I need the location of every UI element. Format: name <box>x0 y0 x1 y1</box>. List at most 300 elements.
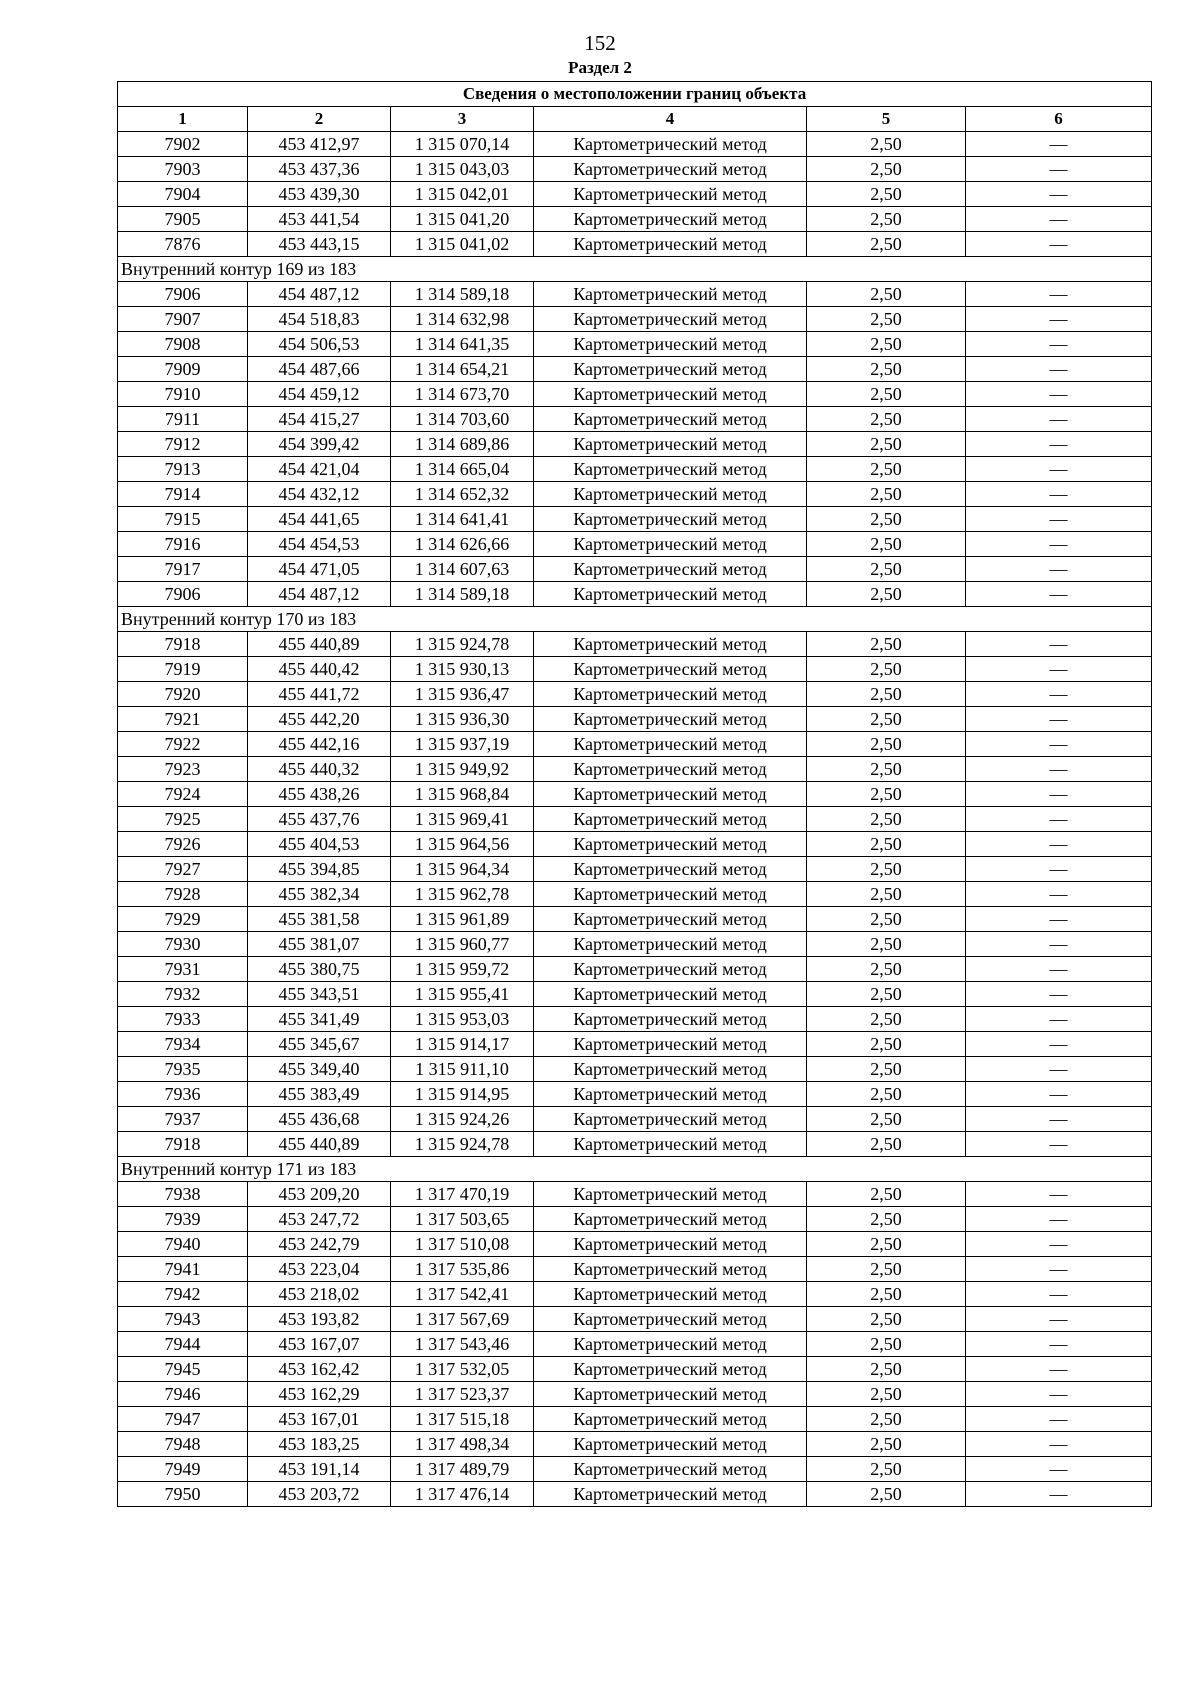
x-coordinate-cell: 454 432,12 <box>248 482 391 507</box>
accuracy-cell: 2,50 <box>807 832 966 857</box>
x-coordinate-cell: 453 162,42 <box>248 1357 391 1382</box>
y-coordinate-cell: 1 315 914,95 <box>391 1082 534 1107</box>
y-coordinate-cell: 1 317 489,79 <box>391 1457 534 1482</box>
description-cell: — <box>966 432 1152 457</box>
description-cell: — <box>966 657 1152 682</box>
description-cell: — <box>966 507 1152 532</box>
point-number-cell: 7876 <box>118 232 248 257</box>
method-cell: Картометрический метод <box>534 832 807 857</box>
accuracy-cell: 2,50 <box>807 982 966 1007</box>
description-cell: — <box>966 1257 1152 1282</box>
point-number-cell: 7915 <box>118 507 248 532</box>
point-number-cell: 7945 <box>118 1357 248 1382</box>
x-coordinate-cell: 453 183,25 <box>248 1432 391 1457</box>
method-cell: Картометрический метод <box>534 482 807 507</box>
y-coordinate-cell: 1 315 969,41 <box>391 807 534 832</box>
method-cell: Картометрический метод <box>534 1382 807 1407</box>
x-coordinate-cell: 454 487,12 <box>248 282 391 307</box>
point-number-cell: 7917 <box>118 557 248 582</box>
point-number-cell: 7923 <box>118 757 248 782</box>
y-coordinate-cell: 1 315 924,78 <box>391 632 534 657</box>
point-number-cell: 7914 <box>118 482 248 507</box>
table-row <box>118 1357 1152 1382</box>
y-coordinate-cell: 1 315 937,19 <box>391 732 534 757</box>
point-number-cell: 7918 <box>118 632 248 657</box>
x-coordinate-cell: 453 162,29 <box>248 1382 391 1407</box>
method-cell: Картометрический метод <box>534 1107 807 1132</box>
y-coordinate-cell: 1 315 041,02 <box>391 232 534 257</box>
y-coordinate-cell: 1 317 498,34 <box>391 1432 534 1457</box>
method-cell: Картометрический метод <box>534 1482 807 1507</box>
table-row <box>118 1482 1152 1507</box>
x-coordinate-cell: 455 437,76 <box>248 807 391 832</box>
accuracy-cell: 2,50 <box>807 932 966 957</box>
accuracy-cell: 2,50 <box>807 1282 966 1307</box>
table-row <box>118 232 1152 257</box>
table-row <box>118 1007 1152 1032</box>
y-coordinate-cell: 1 317 515,18 <box>391 1407 534 1432</box>
y-coordinate-cell: 1 317 523,37 <box>391 1382 534 1407</box>
x-coordinate-cell: 454 421,04 <box>248 457 391 482</box>
description-cell: — <box>966 157 1152 182</box>
method-cell: Картометрический метод <box>534 282 807 307</box>
method-cell: Картометрический метод <box>534 807 807 832</box>
description-cell: — <box>966 982 1152 1007</box>
accuracy-cell: 2,50 <box>807 857 966 882</box>
accuracy-cell: 2,50 <box>807 1432 966 1457</box>
point-number-cell: 7950 <box>118 1482 248 1507</box>
table-header-row <box>118 107 1152 132</box>
method-cell: Картометрический метод <box>534 1007 807 1032</box>
y-coordinate-cell: 1 315 041,20 <box>391 207 534 232</box>
x-coordinate-cell: 455 440,32 <box>248 757 391 782</box>
method-cell: Картометрический метод <box>534 1457 807 1482</box>
method-cell: Картометрический метод <box>534 582 807 607</box>
x-coordinate-cell: 453 223,04 <box>248 1257 391 1282</box>
y-coordinate-cell: 1 315 949,92 <box>391 757 534 782</box>
accuracy-cell: 2,50 <box>807 1332 966 1357</box>
y-coordinate-cell: 1 314 654,21 <box>391 357 534 382</box>
y-coordinate-cell: 1 315 959,72 <box>391 957 534 982</box>
accuracy-cell: 2,50 <box>807 1007 966 1032</box>
table-caption: Сведения о местоположении границ объекта <box>118 82 1152 107</box>
x-coordinate-cell: 455 438,26 <box>248 782 391 807</box>
table-row <box>118 282 1152 307</box>
accuracy-cell: 2,50 <box>807 1307 966 1332</box>
y-coordinate-cell: 1 315 043,03 <box>391 157 534 182</box>
y-coordinate-cell: 1 315 962,78 <box>391 882 534 907</box>
accuracy-cell: 2,50 <box>807 1482 966 1507</box>
x-coordinate-cell: 453 191,14 <box>248 1457 391 1482</box>
method-cell: Картометрический метод <box>534 1232 807 1257</box>
description-cell: — <box>966 282 1152 307</box>
description-cell: — <box>966 1457 1152 1482</box>
accuracy-cell: 2,50 <box>807 307 966 332</box>
description-cell: — <box>966 357 1152 382</box>
description-cell: — <box>966 782 1152 807</box>
description-cell: — <box>966 382 1152 407</box>
x-coordinate-cell: 454 459,12 <box>248 382 391 407</box>
y-coordinate-cell: 1 314 673,70 <box>391 382 534 407</box>
method-cell: Картометрический метод <box>534 457 807 482</box>
contour-row <box>118 607 1152 632</box>
table-row <box>118 482 1152 507</box>
y-coordinate-cell: 1 315 936,47 <box>391 682 534 707</box>
description-cell: — <box>966 857 1152 882</box>
description-cell: — <box>966 882 1152 907</box>
table-row <box>118 1432 1152 1457</box>
point-number-cell: 7925 <box>118 807 248 832</box>
accuracy-cell: 2,50 <box>807 1107 966 1132</box>
accuracy-cell: 2,50 <box>807 657 966 682</box>
method-cell: Картометрический метод <box>534 532 807 557</box>
point-number-cell: 7943 <box>118 1307 248 1332</box>
point-number-cell: 7916 <box>118 532 248 557</box>
x-coordinate-cell: 453 203,72 <box>248 1482 391 1507</box>
accuracy-cell: 2,50 <box>807 1407 966 1432</box>
method-cell: Картометрический метод <box>534 557 807 582</box>
table-row <box>118 432 1152 457</box>
method-cell: Картометрический метод <box>534 707 807 732</box>
accuracy-cell: 2,50 <box>807 707 966 732</box>
y-coordinate-cell: 1 317 503,65 <box>391 1207 534 1232</box>
y-coordinate-cell: 1 314 589,18 <box>391 282 534 307</box>
table-row <box>118 1282 1152 1307</box>
description-cell: — <box>966 1307 1152 1332</box>
method-cell: Картометрический метод <box>534 232 807 257</box>
method-cell: Картометрический метод <box>534 1032 807 1057</box>
description-cell: — <box>966 1107 1152 1132</box>
point-number-cell: 7920 <box>118 682 248 707</box>
point-number-cell: 7918 <box>118 1132 248 1157</box>
description-cell: — <box>966 207 1152 232</box>
y-coordinate-cell: 1 314 665,04 <box>391 457 534 482</box>
method-cell: Картометрический метод <box>534 1357 807 1382</box>
table-row <box>118 1082 1152 1107</box>
table-row <box>118 907 1152 932</box>
y-coordinate-cell: 1 314 641,35 <box>391 332 534 357</box>
y-coordinate-cell: 1 315 960,77 <box>391 932 534 957</box>
x-coordinate-cell: 454 487,12 <box>248 582 391 607</box>
x-coordinate-cell: 455 436,68 <box>248 1107 391 1132</box>
accuracy-cell: 2,50 <box>807 732 966 757</box>
y-coordinate-cell: 1 315 961,89 <box>391 907 534 932</box>
y-coordinate-cell: 1 315 070,14 <box>391 132 534 157</box>
y-coordinate-cell: 1 315 924,26 <box>391 1107 534 1132</box>
description-cell: — <box>966 1332 1152 1357</box>
table-row <box>118 1307 1152 1332</box>
method-cell: Картометрический метод <box>534 732 807 757</box>
accuracy-cell: 2,50 <box>807 682 966 707</box>
x-coordinate-cell: 455 341,49 <box>248 1007 391 1032</box>
column-header: 6 <box>966 107 1152 132</box>
description-cell: — <box>966 1132 1152 1157</box>
description-cell: — <box>966 557 1152 582</box>
column-header: 1 <box>118 107 248 132</box>
description-cell: — <box>966 132 1152 157</box>
method-cell: Картометрический метод <box>534 957 807 982</box>
description-cell: — <box>966 1232 1152 1257</box>
y-coordinate-cell: 1 314 632,98 <box>391 307 534 332</box>
table-row <box>118 1332 1152 1357</box>
method-cell: Картометрический метод <box>534 407 807 432</box>
point-number-cell: 7936 <box>118 1082 248 1107</box>
table-row <box>118 582 1152 607</box>
accuracy-cell: 2,50 <box>807 1082 966 1107</box>
x-coordinate-cell: 453 167,07 <box>248 1332 391 1357</box>
accuracy-cell: 2,50 <box>807 1057 966 1082</box>
accuracy-cell: 2,50 <box>807 957 966 982</box>
accuracy-cell: 2,50 <box>807 782 966 807</box>
table-row <box>118 507 1152 532</box>
table-row <box>118 457 1152 482</box>
accuracy-cell: 2,50 <box>807 807 966 832</box>
point-number-cell: 7926 <box>118 832 248 857</box>
x-coordinate-cell: 455 381,58 <box>248 907 391 932</box>
point-number-cell: 7908 <box>118 332 248 357</box>
table-row <box>118 132 1152 157</box>
point-number-cell: 7930 <box>118 932 248 957</box>
point-number-cell: 7948 <box>118 1432 248 1457</box>
point-number-cell: 7940 <box>118 1232 248 1257</box>
description-cell: — <box>966 732 1152 757</box>
x-coordinate-cell: 455 383,49 <box>248 1082 391 1107</box>
table-row <box>118 407 1152 432</box>
y-coordinate-cell: 1 315 930,13 <box>391 657 534 682</box>
x-coordinate-cell: 453 209,20 <box>248 1182 391 1207</box>
table-row <box>118 307 1152 332</box>
point-number-cell: 7910 <box>118 382 248 407</box>
y-coordinate-cell: 1 315 955,41 <box>391 982 534 1007</box>
table-row <box>118 1382 1152 1407</box>
method-cell: Картометрический метод <box>534 1207 807 1232</box>
point-number-cell: 7913 <box>118 457 248 482</box>
point-number-cell: 7932 <box>118 982 248 1007</box>
method-cell: Картометрический метод <box>534 1082 807 1107</box>
description-cell: — <box>966 1057 1152 1082</box>
y-coordinate-cell: 1 317 470,19 <box>391 1182 534 1207</box>
accuracy-cell: 2,50 <box>807 557 966 582</box>
description-cell: — <box>966 307 1152 332</box>
x-coordinate-cell: 455 394,85 <box>248 857 391 882</box>
point-number-cell: 7906 <box>118 582 248 607</box>
y-coordinate-cell: 1 317 532,05 <box>391 1357 534 1382</box>
point-number-cell: 7941 <box>118 1257 248 1282</box>
x-coordinate-cell: 455 440,42 <box>248 657 391 682</box>
accuracy-cell: 2,50 <box>807 332 966 357</box>
y-coordinate-cell: 1 314 689,86 <box>391 432 534 457</box>
y-coordinate-cell: 1 315 953,03 <box>391 1007 534 1032</box>
x-coordinate-cell: 453 443,15 <box>248 232 391 257</box>
method-cell: Картометрический метод <box>534 1257 807 1282</box>
method-cell: Картометрический метод <box>534 1432 807 1457</box>
description-cell: — <box>966 1032 1152 1057</box>
table-row <box>118 532 1152 557</box>
table-row <box>118 1057 1152 1082</box>
y-coordinate-cell: 1 314 626,66 <box>391 532 534 557</box>
table-caption-row <box>118 82 1152 107</box>
x-coordinate-cell: 453 193,82 <box>248 1307 391 1332</box>
table-row <box>118 1457 1152 1482</box>
table-row <box>118 957 1152 982</box>
y-coordinate-cell: 1 317 535,86 <box>391 1257 534 1282</box>
x-coordinate-cell: 454 399,42 <box>248 432 391 457</box>
contour-row <box>118 257 1152 282</box>
x-coordinate-cell: 454 487,66 <box>248 357 391 382</box>
table-row <box>118 832 1152 857</box>
x-coordinate-cell: 455 343,51 <box>248 982 391 1007</box>
point-number-cell: 7907 <box>118 307 248 332</box>
method-cell: Картометрический метод <box>534 1132 807 1157</box>
point-number-cell: 7904 <box>118 182 248 207</box>
y-coordinate-cell: 1 314 607,63 <box>391 557 534 582</box>
x-coordinate-cell: 454 471,05 <box>248 557 391 582</box>
table-row <box>118 157 1152 182</box>
description-cell: — <box>966 682 1152 707</box>
accuracy-cell: 2,50 <box>807 757 966 782</box>
accuracy-cell: 2,50 <box>807 1257 966 1282</box>
x-coordinate-cell: 453 167,01 <box>248 1407 391 1432</box>
description-cell: — <box>966 632 1152 657</box>
x-coordinate-cell: 453 242,79 <box>248 1232 391 1257</box>
description-cell: — <box>966 1082 1152 1107</box>
point-number-cell: 7911 <box>118 407 248 432</box>
y-coordinate-cell: 1 317 542,41 <box>391 1282 534 1307</box>
description-cell: — <box>966 932 1152 957</box>
table-row <box>118 1207 1152 1232</box>
x-coordinate-cell: 455 441,72 <box>248 682 391 707</box>
y-coordinate-cell: 1 315 968,84 <box>391 782 534 807</box>
y-coordinate-cell: 1 314 652,32 <box>391 482 534 507</box>
table-row <box>118 982 1152 1007</box>
description-cell: — <box>966 1007 1152 1032</box>
y-coordinate-cell: 1 315 042,01 <box>391 182 534 207</box>
x-coordinate-cell: 455 404,53 <box>248 832 391 857</box>
point-number-cell: 7947 <box>118 1407 248 1432</box>
description-cell: — <box>966 707 1152 732</box>
x-coordinate-cell: 455 442,20 <box>248 707 391 732</box>
contour-label: Внутренний контур 169 из 183 <box>118 257 1152 282</box>
point-number-cell: 7938 <box>118 1182 248 1207</box>
method-cell: Картометрический метод <box>534 682 807 707</box>
y-coordinate-cell: 1 315 964,34 <box>391 857 534 882</box>
point-number-cell: 7935 <box>118 1057 248 1082</box>
table-row <box>118 1107 1152 1132</box>
table-row <box>118 657 1152 682</box>
contour-label: Внутренний контур 171 из 183 <box>118 1157 1152 1182</box>
description-cell: — <box>966 1407 1152 1432</box>
table-body <box>118 82 1152 1507</box>
method-cell: Картометрический метод <box>534 382 807 407</box>
point-number-cell: 7933 <box>118 1007 248 1032</box>
point-number-cell: 7949 <box>118 1457 248 1482</box>
method-cell: Картометрический метод <box>534 1282 807 1307</box>
description-cell: — <box>966 1282 1152 1307</box>
table-row <box>118 857 1152 882</box>
point-number-cell: 7929 <box>118 907 248 932</box>
accuracy-cell: 2,50 <box>807 632 966 657</box>
description-cell: — <box>966 757 1152 782</box>
point-number-cell: 7921 <box>118 707 248 732</box>
table-row <box>118 882 1152 907</box>
accuracy-cell: 2,50 <box>807 482 966 507</box>
point-number-cell: 7937 <box>118 1107 248 1132</box>
point-number-cell: 7927 <box>118 857 248 882</box>
method-cell: Картометрический метод <box>534 1407 807 1432</box>
accuracy-cell: 2,50 <box>807 457 966 482</box>
y-coordinate-cell: 1 315 911,10 <box>391 1057 534 1082</box>
x-coordinate-cell: 455 382,34 <box>248 882 391 907</box>
table-row <box>118 682 1152 707</box>
description-cell: — <box>966 457 1152 482</box>
table-row <box>118 182 1152 207</box>
description-cell: — <box>966 582 1152 607</box>
method-cell: Картометрический метод <box>534 132 807 157</box>
method-cell: Картометрический метод <box>534 332 807 357</box>
x-coordinate-cell: 453 218,02 <box>248 1282 391 1307</box>
x-coordinate-cell: 454 506,53 <box>248 332 391 357</box>
method-cell: Картометрический метод <box>534 307 807 332</box>
description-cell: — <box>966 232 1152 257</box>
page-number: 152 <box>584 31 616 55</box>
description-cell: — <box>966 332 1152 357</box>
table-row <box>118 357 1152 382</box>
x-coordinate-cell: 455 380,75 <box>248 957 391 982</box>
accuracy-cell: 2,50 <box>807 1232 966 1257</box>
column-header: 3 <box>391 107 534 132</box>
table-row <box>118 1407 1152 1432</box>
table-row <box>118 707 1152 732</box>
method-cell: Картометрический метод <box>534 1307 807 1332</box>
method-cell: Картометрический метод <box>534 657 807 682</box>
x-coordinate-cell: 453 412,97 <box>248 132 391 157</box>
x-coordinate-cell: 454 415,27 <box>248 407 391 432</box>
description-cell: — <box>966 807 1152 832</box>
table-row <box>118 557 1152 582</box>
method-cell: Картометрический метод <box>534 982 807 1007</box>
accuracy-cell: 2,50 <box>807 1457 966 1482</box>
description-cell: — <box>966 1357 1152 1382</box>
x-coordinate-cell: 455 381,07 <box>248 932 391 957</box>
method-cell: Картометрический метод <box>534 1057 807 1082</box>
table-row <box>118 807 1152 832</box>
description-cell: — <box>966 832 1152 857</box>
accuracy-cell: 2,50 <box>807 132 966 157</box>
point-number-cell: 7942 <box>118 1282 248 1307</box>
method-cell: Картометрический метод <box>534 932 807 957</box>
method-cell: Картометрический метод <box>534 882 807 907</box>
point-number-cell: 7909 <box>118 357 248 382</box>
method-cell: Картометрический метод <box>534 632 807 657</box>
accuracy-cell: 2,50 <box>807 232 966 257</box>
description-cell: — <box>966 957 1152 982</box>
point-number-cell: 7919 <box>118 657 248 682</box>
accuracy-cell: 2,50 <box>807 282 966 307</box>
accuracy-cell: 2,50 <box>807 432 966 457</box>
point-number-cell: 7924 <box>118 782 248 807</box>
x-coordinate-cell: 453 439,30 <box>248 182 391 207</box>
point-number-cell: 7928 <box>118 882 248 907</box>
table-row <box>118 1032 1152 1057</box>
table-row <box>118 382 1152 407</box>
accuracy-cell: 2,50 <box>807 907 966 932</box>
table-row <box>118 782 1152 807</box>
description-cell: — <box>966 1382 1152 1407</box>
contour-label: Внутренний контур 170 из 183 <box>118 607 1152 632</box>
description-cell: — <box>966 1432 1152 1457</box>
x-coordinate-cell: 455 440,89 <box>248 1132 391 1157</box>
accuracy-cell: 2,50 <box>807 407 966 432</box>
